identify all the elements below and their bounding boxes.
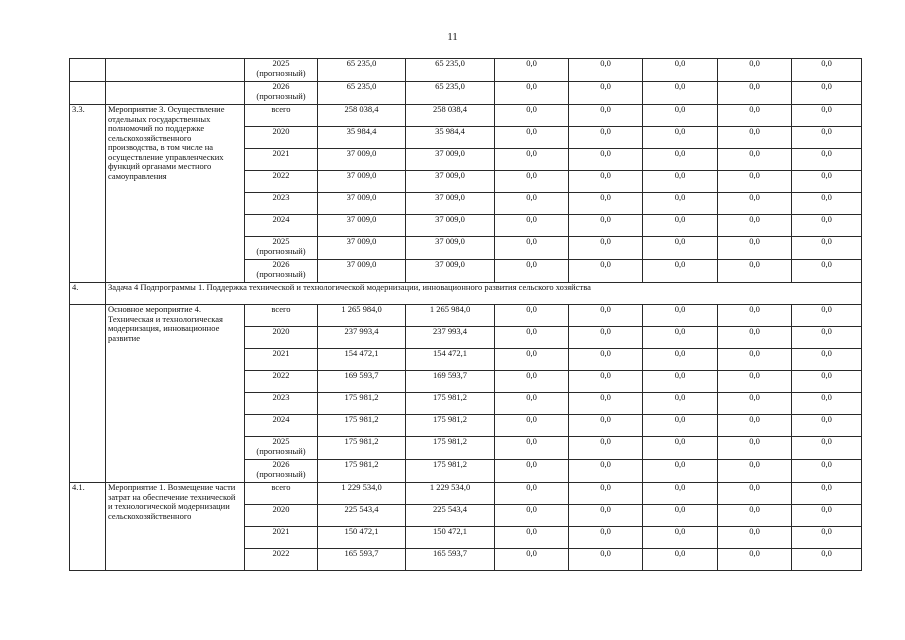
amount-cell: 0,0: [718, 193, 792, 215]
amount-cell: 0,0: [792, 483, 862, 505]
amount-cell: 175 981,2: [406, 437, 495, 460]
amount-cell: 0,0: [718, 483, 792, 505]
item-number: 4.1.: [70, 483, 106, 571]
amount-cell: 0,0: [643, 171, 718, 193]
amount-cell: 0,0: [643, 371, 718, 393]
amount-cell: 0,0: [569, 483, 643, 505]
amount-cell: 0,0: [718, 415, 792, 437]
amount-cell: 0,0: [792, 127, 862, 149]
item-number: [70, 305, 106, 483]
amount-cell: 65 235,0: [318, 82, 406, 105]
year-cell: 2024: [245, 215, 318, 237]
amount-cell: 37 009,0: [318, 215, 406, 237]
amount-cell: 165 593,7: [406, 549, 495, 571]
amount-cell: 0,0: [495, 215, 569, 237]
amount-cell: 0,0: [495, 193, 569, 215]
amount-cell: 237 993,4: [318, 327, 406, 349]
amount-cell: 175 981,2: [406, 460, 495, 483]
amount-cell: 0,0: [643, 260, 718, 283]
amount-cell: 0,0: [718, 527, 792, 549]
amount-cell: 37 009,0: [318, 237, 406, 260]
year-cell: 2021: [245, 349, 318, 371]
year-cell: 2023: [245, 393, 318, 415]
year-cell: 2020: [245, 127, 318, 149]
amount-cell: 0,0: [792, 82, 862, 105]
amount-cell: 35 984,4: [406, 127, 495, 149]
year-cell: 2025 (прогнозный): [245, 59, 318, 82]
amount-cell: 0,0: [792, 215, 862, 237]
amount-cell: 0,0: [718, 460, 792, 483]
amount-cell: 0,0: [643, 393, 718, 415]
amount-cell: 0,0: [643, 59, 718, 82]
amount-cell: 169 593,7: [318, 371, 406, 393]
amount-cell: 0,0: [495, 149, 569, 171]
amount-cell: 258 038,4: [406, 105, 495, 127]
amount-cell: 0,0: [792, 193, 862, 215]
amount-cell: 37 009,0: [406, 149, 495, 171]
amount-cell: 0,0: [792, 549, 862, 571]
amount-cell: 37 009,0: [406, 260, 495, 283]
amount-cell: 175 981,2: [318, 415, 406, 437]
amount-cell: 0,0: [718, 349, 792, 371]
amount-cell: 0,0: [792, 327, 862, 349]
amount-cell: 0,0: [792, 393, 862, 415]
item-number: [70, 82, 106, 105]
amount-cell: 0,0: [643, 460, 718, 483]
amount-cell: 1 265 984,0: [406, 305, 495, 327]
amount-cell: 0,0: [495, 59, 569, 82]
amount-cell: 0,0: [792, 349, 862, 371]
amount-cell: 37 009,0: [406, 193, 495, 215]
table-row: [70, 483, 862, 505]
amount-cell: 237 993,4: [406, 327, 495, 349]
amount-cell: 0,0: [643, 149, 718, 171]
amount-cell: 154 472,1: [318, 349, 406, 371]
amount-cell: 0,0: [718, 105, 792, 127]
amount-cell: 0,0: [569, 305, 643, 327]
amount-cell: 0,0: [718, 305, 792, 327]
amount-cell: 165 593,7: [318, 549, 406, 571]
year-cell: всего: [245, 483, 318, 505]
amount-cell: 0,0: [718, 237, 792, 260]
amount-cell: 0,0: [718, 393, 792, 415]
amount-cell: 175 981,2: [318, 437, 406, 460]
amount-cell: 0,0: [569, 393, 643, 415]
amount-cell: 0,0: [643, 349, 718, 371]
amount-cell: 35 984,4: [318, 127, 406, 149]
amount-cell: 0,0: [643, 483, 718, 505]
item-name: Мероприятие 1. Возмещение части затрат на обеспечение технической и технологической модернизации сельскохозяйственного: [106, 483, 245, 571]
amount-cell: 175 981,2: [406, 415, 495, 437]
amount-cell: 1 229 534,0: [406, 483, 495, 505]
amount-cell: 0,0: [495, 82, 569, 105]
amount-cell: 0,0: [792, 260, 862, 283]
amount-cell: 0,0: [495, 527, 569, 549]
amount-cell: 0,0: [569, 171, 643, 193]
year-cell: всего: [245, 105, 318, 127]
amount-cell: 0,0: [718, 127, 792, 149]
task-row: [70, 283, 862, 305]
amount-cell: 37 009,0: [406, 237, 495, 260]
amount-cell: 0,0: [495, 437, 569, 460]
amount-cell: 0,0: [569, 327, 643, 349]
amount-cell: 0,0: [718, 260, 792, 283]
item-name: [106, 82, 245, 105]
amount-cell: 0,0: [718, 149, 792, 171]
amount-cell: 175 981,2: [406, 393, 495, 415]
amount-cell: 1 229 534,0: [318, 483, 406, 505]
amount-cell: 0,0: [495, 260, 569, 283]
table-row: [70, 105, 862, 127]
amount-cell: 0,0: [718, 171, 792, 193]
amount-cell: 0,0: [792, 505, 862, 527]
amount-cell: 0,0: [495, 460, 569, 483]
amount-cell: 0,0: [718, 437, 792, 460]
amount-cell: 0,0: [718, 59, 792, 82]
amount-cell: 0,0: [569, 215, 643, 237]
amount-cell: 65 235,0: [318, 59, 406, 82]
amount-cell: 0,0: [495, 105, 569, 127]
amount-cell: 0,0: [495, 305, 569, 327]
amount-cell: 0,0: [643, 437, 718, 460]
amount-cell: 0,0: [569, 415, 643, 437]
amount-cell: 0,0: [792, 105, 862, 127]
amount-cell: 0,0: [792, 371, 862, 393]
item-number: 3.3.: [70, 105, 106, 283]
amount-cell: 0,0: [643, 327, 718, 349]
amount-cell: 0,0: [495, 393, 569, 415]
amount-cell: 225 543,4: [406, 505, 495, 527]
amount-cell: 0,0: [569, 237, 643, 260]
amount-cell: 0,0: [718, 82, 792, 105]
amount-cell: 150 472,1: [318, 527, 406, 549]
year-cell: 2021: [245, 149, 318, 171]
amount-cell: 0,0: [569, 149, 643, 171]
amount-cell: 0,0: [495, 483, 569, 505]
amount-cell: 0,0: [495, 171, 569, 193]
amount-cell: 0,0: [792, 237, 862, 260]
amount-cell: 0,0: [569, 549, 643, 571]
amount-cell: 0,0: [792, 415, 862, 437]
item-number: [70, 59, 106, 82]
amount-cell: 0,0: [792, 460, 862, 483]
page-number: 11: [447, 31, 458, 43]
amount-cell: 154 472,1: [406, 349, 495, 371]
year-cell: 2024: [245, 415, 318, 437]
amount-cell: 0,0: [792, 527, 862, 549]
amount-cell: 0,0: [569, 82, 643, 105]
table-row: [70, 82, 862, 105]
year-cell: 2020: [245, 505, 318, 527]
amount-cell: 37 009,0: [318, 260, 406, 283]
amount-cell: 37 009,0: [318, 149, 406, 171]
year-cell: всего: [245, 305, 318, 327]
item-name: Основное мероприятие 4. Техническая и технологическая модернизация, инновационное развитие: [106, 305, 245, 483]
amount-cell: 0,0: [792, 305, 862, 327]
amount-cell: 0,0: [495, 327, 569, 349]
amount-cell: 0,0: [643, 105, 718, 127]
amount-cell: 0,0: [643, 193, 718, 215]
year-cell: 2022: [245, 371, 318, 393]
amount-cell: 0,0: [569, 193, 643, 215]
amount-cell: 0,0: [792, 149, 862, 171]
budget-table: [69, 58, 862, 571]
task-number: 4.: [70, 283, 106, 305]
amount-cell: 0,0: [643, 82, 718, 105]
amount-cell: 169 593,7: [406, 371, 495, 393]
amount-cell: 0,0: [643, 415, 718, 437]
amount-cell: 0,0: [718, 505, 792, 527]
amount-cell: 225 543,4: [318, 505, 406, 527]
amount-cell: 0,0: [495, 349, 569, 371]
amount-cell: 1 265 984,0: [318, 305, 406, 327]
amount-cell: 0,0: [569, 505, 643, 527]
item-name: [106, 59, 245, 82]
year-cell: 2026 (прогнозный): [245, 260, 318, 283]
amount-cell: 0,0: [495, 505, 569, 527]
amount-cell: 0,0: [792, 171, 862, 193]
year-cell: 2021: [245, 527, 318, 549]
amount-cell: 0,0: [643, 305, 718, 327]
amount-cell: 0,0: [569, 127, 643, 149]
year-cell: 2022: [245, 171, 318, 193]
year-cell: 2025 (прогнозный): [245, 237, 318, 260]
year-cell: 2025 (прогнозный): [245, 437, 318, 460]
year-cell: 2026 (прогнозный): [245, 82, 318, 105]
amount-cell: 0,0: [495, 549, 569, 571]
amount-cell: 0,0: [792, 437, 862, 460]
amount-cell: 0,0: [569, 105, 643, 127]
amount-cell: 0,0: [495, 415, 569, 437]
amount-cell: 0,0: [643, 527, 718, 549]
amount-cell: 258 038,4: [318, 105, 406, 127]
amount-cell: 0,0: [643, 237, 718, 260]
amount-cell: 0,0: [643, 215, 718, 237]
amount-cell: 0,0: [718, 549, 792, 571]
amount-cell: 0,0: [495, 371, 569, 393]
table-row: [70, 305, 862, 327]
amount-cell: 0,0: [569, 260, 643, 283]
amount-cell: 37 009,0: [318, 171, 406, 193]
amount-cell: 0,0: [643, 505, 718, 527]
amount-cell: 175 981,2: [318, 393, 406, 415]
amount-cell: 0,0: [643, 127, 718, 149]
amount-cell: 0,0: [569, 437, 643, 460]
amount-cell: 65 235,0: [406, 59, 495, 82]
amount-cell: 0,0: [569, 527, 643, 549]
amount-cell: 0,0: [495, 127, 569, 149]
table-row: [70, 59, 862, 82]
amount-cell: 37 009,0: [318, 193, 406, 215]
amount-cell: 0,0: [569, 460, 643, 483]
amount-cell: 65 235,0: [406, 82, 495, 105]
year-cell: 2023: [245, 193, 318, 215]
year-cell: 2022: [245, 549, 318, 571]
amount-cell: 0,0: [718, 327, 792, 349]
amount-cell: 175 981,2: [318, 460, 406, 483]
amount-cell: 37 009,0: [406, 171, 495, 193]
year-cell: 2020: [245, 327, 318, 349]
amount-cell: 150 472,1: [406, 527, 495, 549]
amount-cell: 0,0: [718, 371, 792, 393]
amount-cell: 0,0: [792, 59, 862, 82]
item-name: Мероприятие 3. Осуществление отдельных государственных полномочий по поддержке сельскохозяйственного производства, в том числе на осуществление управленческих функций органами местного самоуправления: [106, 105, 245, 283]
year-cell: 2026 (прогнозный): [245, 460, 318, 483]
amount-cell: 0,0: [643, 549, 718, 571]
amount-cell: 0,0: [569, 349, 643, 371]
amount-cell: 37 009,0: [406, 215, 495, 237]
amount-cell: 0,0: [495, 237, 569, 260]
amount-cell: 0,0: [569, 59, 643, 82]
amount-cell: 0,0: [718, 215, 792, 237]
amount-cell: 0,0: [569, 371, 643, 393]
task-title: Задача 4 Подпрограммы 1. Поддержка технической и технологической модернизации, инновационного развития сельского хозяйства: [106, 283, 862, 305]
